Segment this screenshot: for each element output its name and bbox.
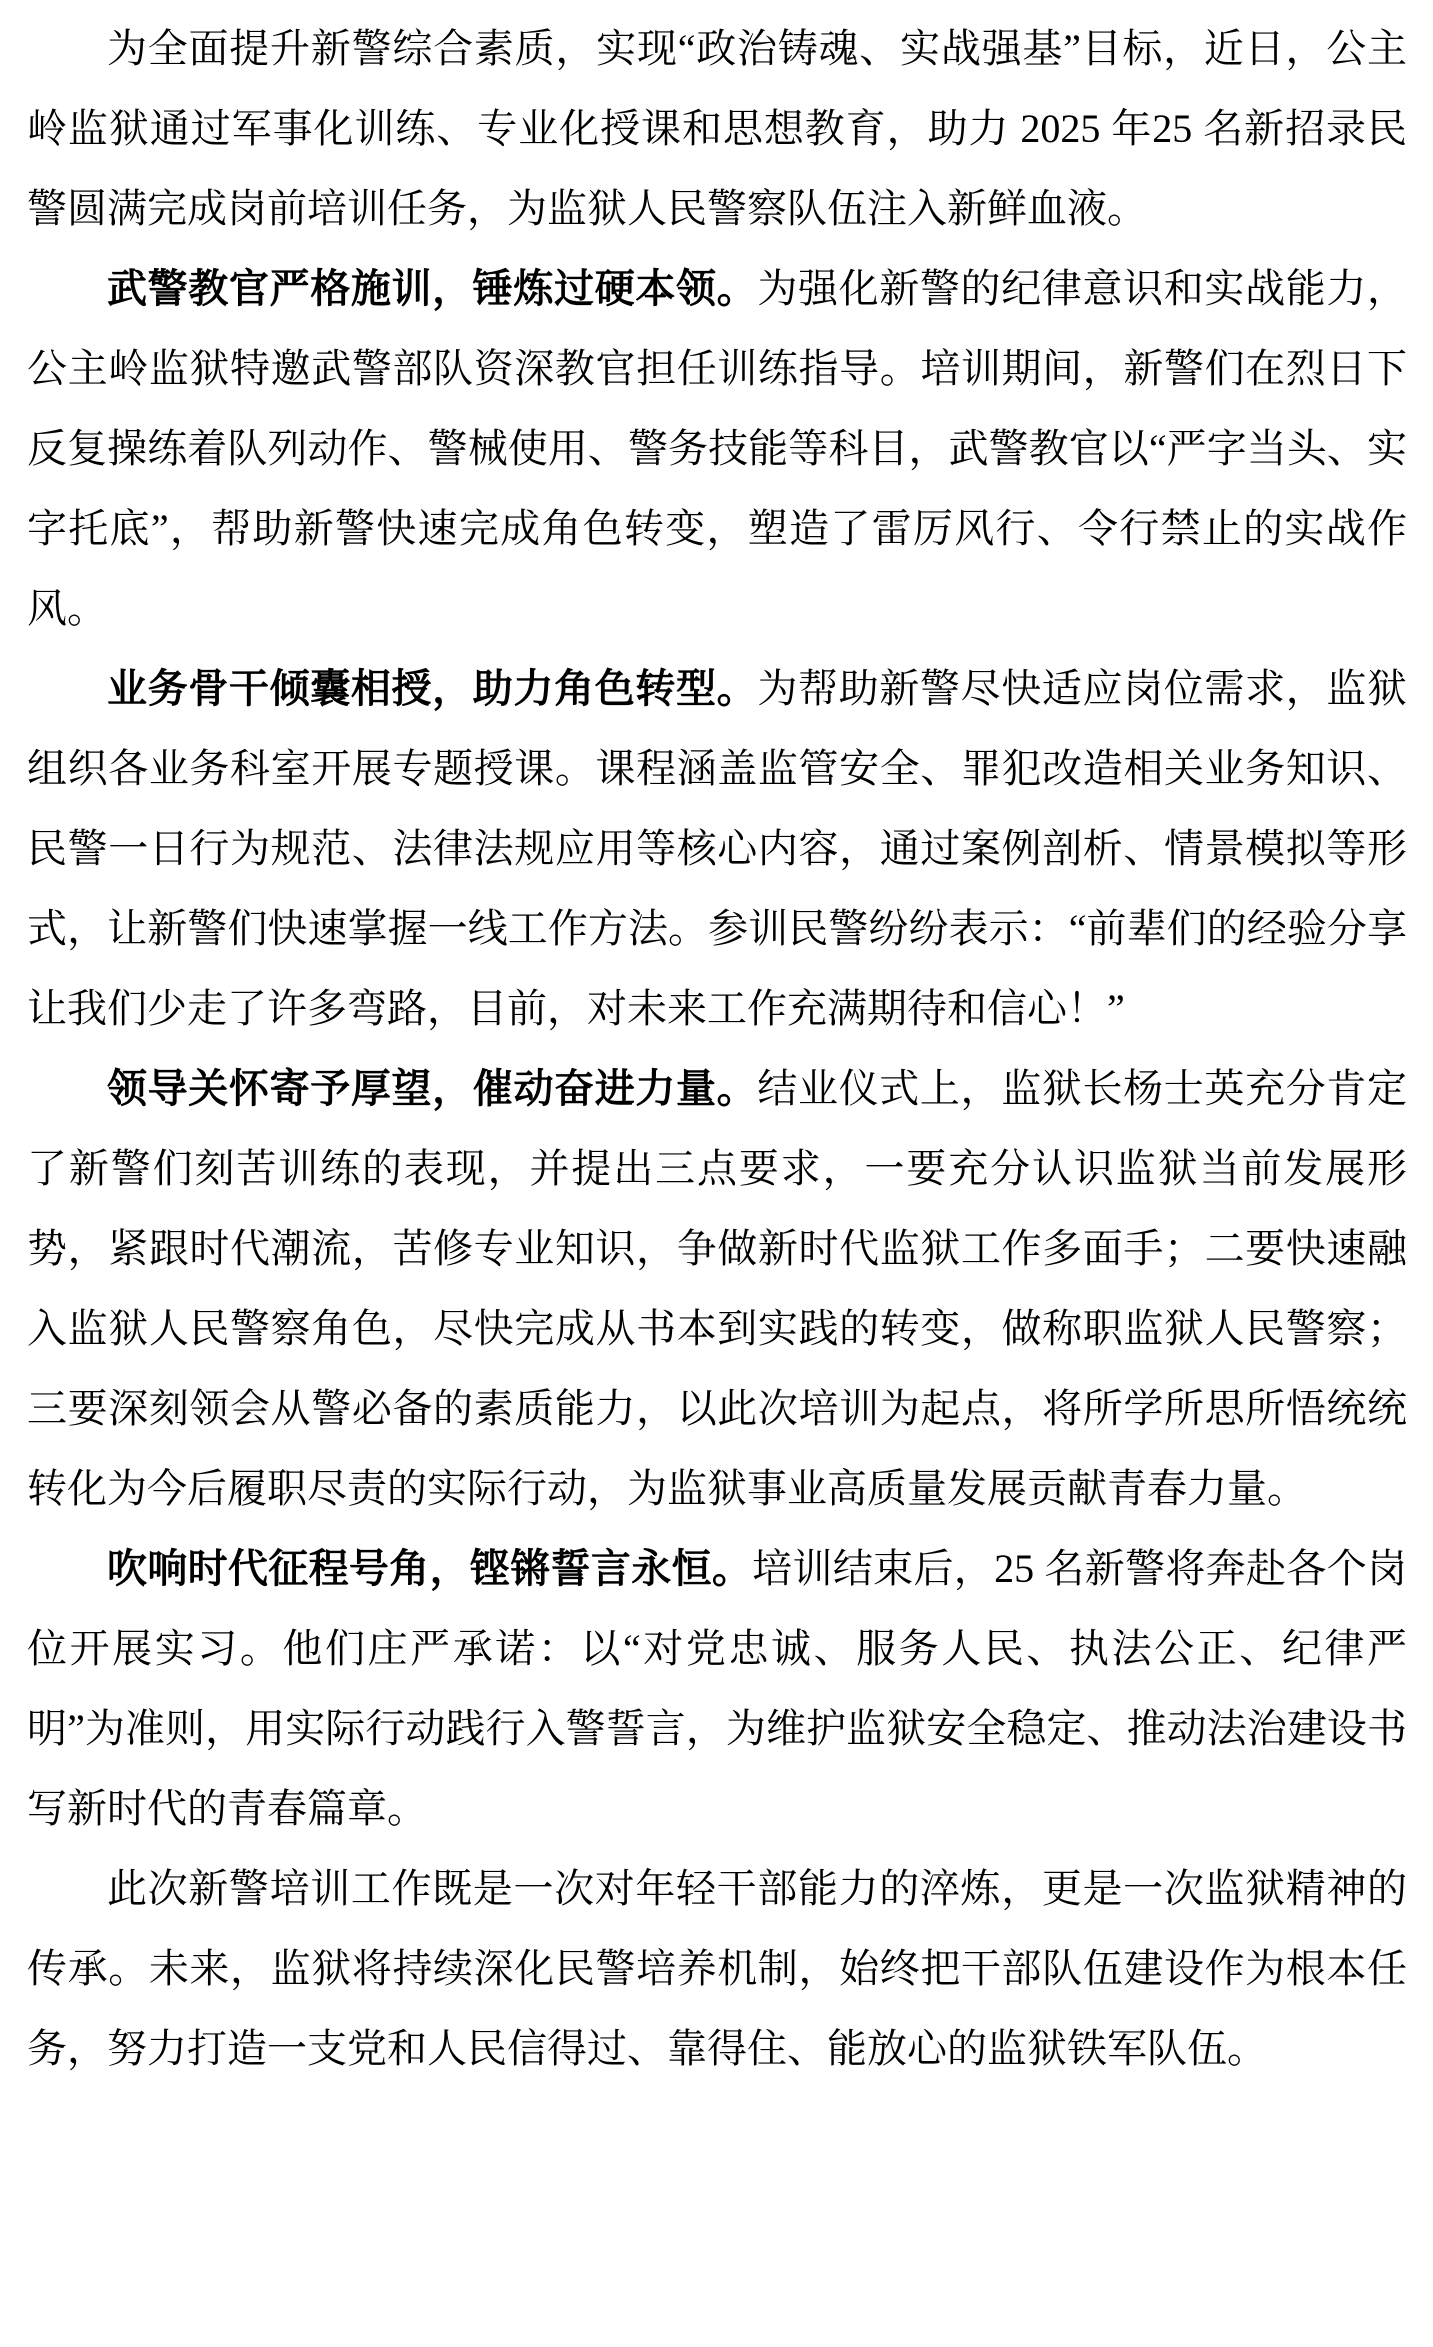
paragraph [27,1049,1407,1529]
paragraph [27,1849,1407,2089]
paragraph [27,649,1407,1049]
paragraph-lead: 业务骨干倾囊相授，助力角色转型。 [107,666,758,711]
paragraph [27,1529,1407,1849]
paragraph [27,249,1407,649]
paragraph-lead: 武警教官严格施训，锤炼过硬本领。 [107,266,758,311]
paragraph-lead: 领导关怀寄予厚望，催动奋进力量。 [107,1066,758,1111]
paragraph-body: 为全面提升新警综合素质，实现“政治铸魂、实战强基”目标，近日，公主岭监狱通过军事化训练、专业化授课和思想教育，助力 2025 年25 名新招录民警圆满完成岗前培训任务，为监狱人民警察队伍注入新鲜血液。 [27,26,1407,231]
paragraph-body: 结业仪式上，监狱长杨士英充分肯定了新警们刻苦训练的表现，并提出三点要求，一要充分认识监狱当前发展形势，紧跟时代潮流，苦修专业知识，争做新时代监狱工作多面手；二要快速融入监狱人民警察角色，尽快完成从书本到实践的转变，做称职监狱人民警察；三要深刻领会从警必备的素质能力，以此次培训为起点，将所学所思所悟统统转化为今后履职尽责的实际行动，为监狱事业高质量发展贡献青春力量。 [27,1066,1408,1511]
paragraph-body: 为帮助新警尽快适应岗位需求，监狱组织各业务科室开展专题授课。课程涵盖监管安全、罪犯改造相关业务知识、民警一日行为规范、法律法规应用等核心内容，通过案例剖析、情景模拟等形式，让新警们快速掌握一线工作方法。参训民警纷纷表示：“前辈们的经验分享让我们少走了许多弯路，目前，对未来工作充满期待和信心！” [27,666,1408,1031]
paragraph-body: 为强化新警的纪律意识和实战能力，公主岭监狱特邀武警部队资深教官担任训练指导。培训期间，新警们在烈日下反复操练着队列动作、警械使用、警务技能等科目，武警教官以“严字当头、实字托底”，帮助新警快速完成角色转变，塑造了雷厉风行、令行禁止的实战作风。 [27,266,1408,631]
paragraph-body: 此次新警培训工作既是一次对年轻干部能力的淬炼，更是一次监狱精神的传承。未来，监狱将持续深化民警培养机制，始终把干部队伍建设作为根本任务，努力打造一支党和人民信得过、靠得住、能放心的监狱铁军队伍。 [27,1866,1407,2071]
paragraph [27,9,1407,249]
paragraph-lead: 吹响时代征程号角，铿锵誓言永恒。 [107,1546,753,1591]
paragraph-body: 培训结束后，25 名新警将奔赴各个岗位开展实习。他们庄严承诺：以“对党忠诚、服务人民、执法公正、纪律严明”为准则，用实际行动践行入警誓言，为维护监狱安全稳定、推动法治建设书写新时代的青春篇章。 [27,1546,1408,1831]
